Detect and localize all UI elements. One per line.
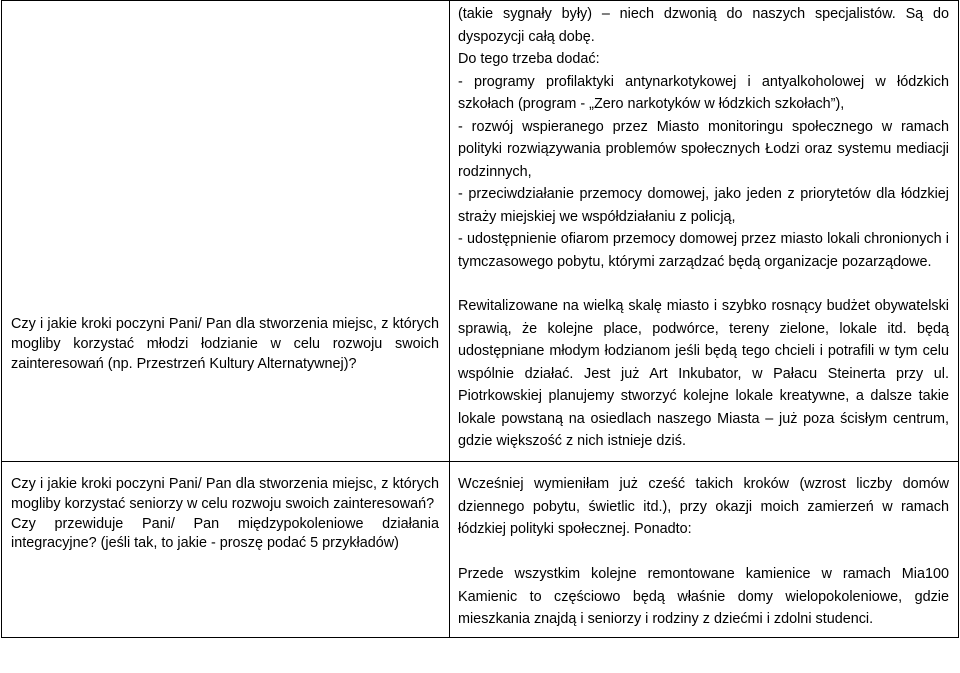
paragraph-gap <box>458 541 949 564</box>
qa-table <box>1 0 959 638</box>
answer-text <box>450 462 958 631</box>
answer-paragraph: (takie sygnały były) – niech dzwonią do naszych specjalistów. Są do dyspozycji całą dobę. <box>458 6 949 45</box>
answer-paragraph: - udostępnienie ofiarom przemocy domowej przez miasto lokali chronionych i tymczasowego pobytu, którymi zarządzać będą organizacje pozarządowe. <box>458 231 949 270</box>
answer-text <box>450 273 958 453</box>
answer-paragraph: - rozwój wspieranego przez Miasto monitoringu społecznego w ramach polityki rozwiązywania problemów społecznych Łodzi oraz systemu mediacji rodzinnych, <box>458 118 949 180</box>
answer-paragraph: - programy profilaktyki antynarkotykowej i antyalkoholowej w łódzkich szkołach (program - „Zero narkotyków w łódzkich szkołach”), <box>458 73 949 112</box>
answer-paragraph: - przeciwdziałanie przemocy domowej, jako jeden z priorytetów dla łódzkiej straży miejskiej we współdziałaniu z policją, <box>458 186 949 225</box>
answer-text <box>450 1 958 273</box>
table-row <box>2 462 959 638</box>
answer-paragraph: Do tego trzeba dodać: <box>458 51 600 67</box>
answer-cell <box>450 1 959 462</box>
answer-cell <box>450 462 959 638</box>
answer-paragraph: Przede wszystkim kolejne remontowane kamienice w ramach Mia100 Kamienic to częściowo będą właśnie domy wielopokoleniowe, gdzie mieszkania znajdą i seniorzy i rodziny z dziećmi i zdolni studenci. <box>458 566 949 627</box>
question-line: Czy przewiduje Pani/ Pan międzypokoleniowe działania integracyjne? (jeśli tak, to jakie - proszę podać 5 przykładów) <box>11 515 439 552</box>
question-line: Czy i jakie kroki poczyni Pani/ Pan dla stworzenia miejsc, z których mogliby korzystać seniorzy w celu rozwoju swoich zainteresowań? <box>11 476 439 512</box>
question-cell <box>2 1 450 462</box>
question-text <box>2 462 449 554</box>
question-cell <box>2 462 450 638</box>
table-row <box>2 1 959 462</box>
question-text: Czy i jakie kroki poczyni Pani/ Pan dla stworzenia miejsc, z których mogliby korzystać młodzi łodzianie w celu rozwoju swoich zainteresowań (np. Przestrzeń Kultury Alternatywnej)? <box>11 316 439 372</box>
answer-paragraph: Rewitalizowane na wielką skalę miasto i szybko rosnący budżet obywatelski sprawią, że kolejne place, podwórce, tereny zielone, lokale itd. będą udostępniane młodym łodzianom jeśli będą tego chcieli i potrafili w tym celu wspólnie działać. Jest już Art Inkubator, w Pałacu Steinerta przy ul. Piotrkowskiej planujemy stworzyć kolejne lokale kreatywne, a dalsze takie lokale powstaną na osiedlach naszego Miasta – już poza ścisłym centrum, gdzie większość z nich istnieje dziś. <box>458 298 949 449</box>
answer-paragraph: Wcześniej wymieniłam już cześć takich kroków (wzrost liczby domów dziennego pobytu, świetlic itd.), przy okazji moich zamierzeń w ramach łódzkiej polityki społecznej. Ponadto: <box>458 476 949 537</box>
